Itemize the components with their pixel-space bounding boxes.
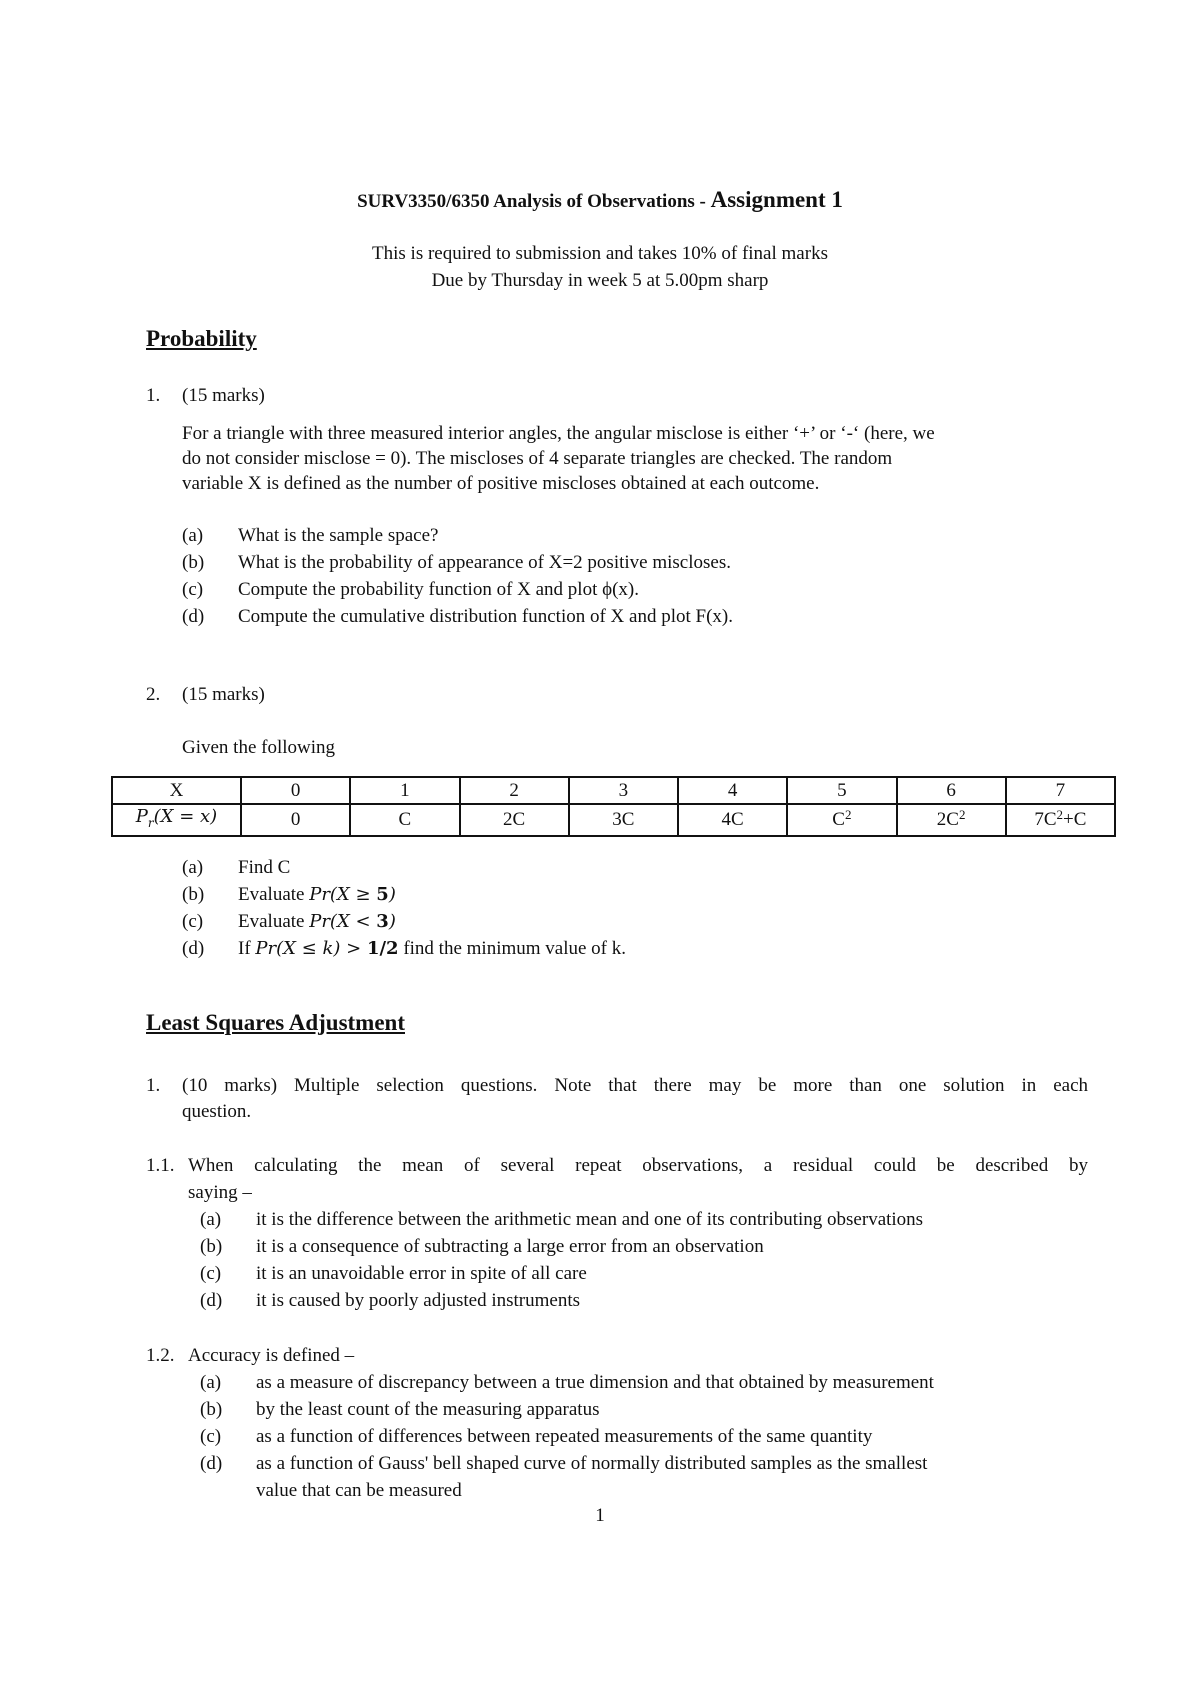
part-lead: Evaluate: [238, 911, 310, 932]
cell-exponent: 2: [958, 806, 966, 822]
option-letter: (d): [200, 1453, 223, 1474]
section-heading-probability: Probability: [146, 326, 257, 351]
part-text: What is the probability of appearance of X=2 positive miscloses.: [238, 552, 731, 573]
cell-exponent: 2: [844, 806, 852, 822]
math-close: ): [388, 884, 396, 905]
option-text: it is an unavoidable error in spite of all care: [256, 1263, 587, 1284]
question-text-line: (10 marks) Multiple selection questions. Note that there may be more than one solution in each: [182, 1075, 1088, 1096]
option-text: as a function of Gauss' bell shaped curve of normally distributed samples as the smallest: [256, 1453, 928, 1474]
table-cell: [787, 804, 896, 836]
option-text-continued: value that can be measured: [256, 1480, 462, 1501]
part-letter: (c): [182, 579, 204, 600]
question-text-line: For a triangle with three measured interior angles, the angular misclose is either ‘+’ or ‘-‘ (here, we: [182, 423, 935, 444]
cell-base: C: [832, 808, 845, 830]
math-expression: Pr(X <: [309, 911, 377, 932]
question-text-line: variable X is defined as the number of positive miscloses obtained at each outcome.: [182, 473, 820, 494]
section-heading-least-squares: Least Squares Adjustment: [146, 1010, 405, 1035]
table-cell: 2: [460, 777, 569, 804]
cell-exponent: 2: [1056, 806, 1064, 822]
option-letter: (b): [200, 1236, 223, 1257]
table-row: [112, 777, 1115, 804]
option-text: by the least count of the measuring apparatus: [256, 1399, 600, 1420]
math-close: ): [388, 911, 396, 932]
part-letter: (c): [182, 911, 204, 932]
question-text-line: do not consider misclose = 0). The miscloses of 4 separate triangles are checked. The random: [182, 448, 893, 469]
question-text-line: question.: [182, 1101, 252, 1122]
math-symbol: P: [135, 806, 148, 827]
option-text: it is the difference between the arithmetic mean and one of its contributing observations: [256, 1209, 924, 1230]
part-text: Compute the cumulative distribution function of X and plot F(x).: [238, 606, 733, 627]
probability-table: [111, 776, 1116, 837]
table-cell: 7: [1006, 777, 1115, 804]
part-lead: If: [238, 938, 256, 959]
part-letter: (b): [182, 552, 205, 573]
part-letter: (d): [182, 938, 205, 959]
math-number: 5: [376, 884, 389, 905]
question-number: 1.1.: [146, 1155, 175, 1176]
assignment-label: Assignment 1: [710, 187, 843, 212]
cell-tail: +C: [1063, 808, 1087, 830]
cell-base: 7C: [1034, 808, 1057, 830]
option-letter: (d): [200, 1290, 223, 1311]
question-text-line: Accuracy is defined –: [188, 1345, 355, 1366]
table-cell: 6: [897, 777, 1006, 804]
table-cell: [897, 804, 1006, 836]
cell-base: 2C: [936, 808, 959, 830]
part-letter: (d): [182, 606, 205, 627]
option-text: it is caused by poorly adjusted instruments: [256, 1290, 581, 1311]
option-text: it is a consequence of subtracting a large error from an observation: [256, 1236, 764, 1257]
submission-note: This is required to submission and takes 10% of final marks: [372, 243, 828, 264]
part-tail: find the minimum value of k.: [398, 938, 627, 959]
option-text: as a measure of discrepancy between a true dimension and that obtained by measurement: [256, 1372, 934, 1393]
math-number: 3: [376, 911, 389, 932]
due-date: Due by Thursday in week 5 at 5.00pm sharp: [431, 270, 769, 291]
question-number: 1.: [146, 1075, 161, 1096]
question-text-line: When calculating the mean of several repeat observations, a residual could be described by: [188, 1155, 1088, 1176]
table-cell: 5: [787, 777, 896, 804]
table-cell: 3C: [569, 804, 678, 836]
part-letter: (a): [182, 857, 204, 878]
part-text: [238, 911, 396, 933]
question-marks: (15 marks): [182, 385, 265, 406]
part-text: [238, 938, 626, 960]
question-number: 1.2.: [146, 1345, 175, 1366]
part-lead: Evaluate: [238, 884, 310, 905]
table-cell: X: [112, 777, 241, 804]
option-letter: (b): [200, 1399, 223, 1420]
math-expression: (X = x): [153, 806, 218, 827]
table-cell: 1: [350, 777, 459, 804]
part-letter: (b): [182, 884, 205, 905]
question-number: 1.: [146, 385, 161, 406]
table-cell: 4C: [678, 804, 787, 836]
table-cell: 0: [241, 777, 350, 804]
part-text: What is the sample space?: [238, 525, 439, 546]
math-number: 1/2: [366, 938, 399, 959]
table-cell: [112, 804, 241, 836]
part-text: Find C: [238, 857, 291, 878]
question-intro: Given the following: [182, 737, 336, 758]
math-expression: Pr(X ≥: [309, 884, 377, 905]
table-cell: 0: [241, 804, 350, 836]
math-expression: Pr(X ≤ k) >: [255, 938, 367, 959]
question-marks: (15 marks): [182, 684, 265, 705]
part-text: Compute the probability function of X and plot ϕ(x).: [238, 579, 640, 600]
option-text: as a function of differences between repeated measurements of the same quantity: [256, 1426, 873, 1447]
table-cell: C: [350, 804, 459, 836]
table-cell: 2C: [460, 804, 569, 836]
question-number: 2.: [146, 684, 161, 705]
document-title: [0, 187, 1200, 213]
course-title: SURV3350/6350 Analysis of Observations -: [357, 191, 711, 212]
option-letter: (c): [200, 1263, 222, 1284]
table-row: [112, 804, 1115, 836]
page-number: 1: [595, 1505, 605, 1526]
table-cell: [1006, 804, 1115, 836]
table-cell: 3: [569, 777, 678, 804]
part-text: [238, 884, 396, 906]
math-subscript: r: [147, 815, 154, 830]
part-letter: (a): [182, 525, 204, 546]
question-text-line: saying –: [188, 1182, 252, 1203]
option-letter: (c): [200, 1426, 222, 1447]
option-letter: (a): [200, 1209, 222, 1230]
option-letter: (a): [200, 1372, 222, 1393]
table-cell: 4: [678, 777, 787, 804]
